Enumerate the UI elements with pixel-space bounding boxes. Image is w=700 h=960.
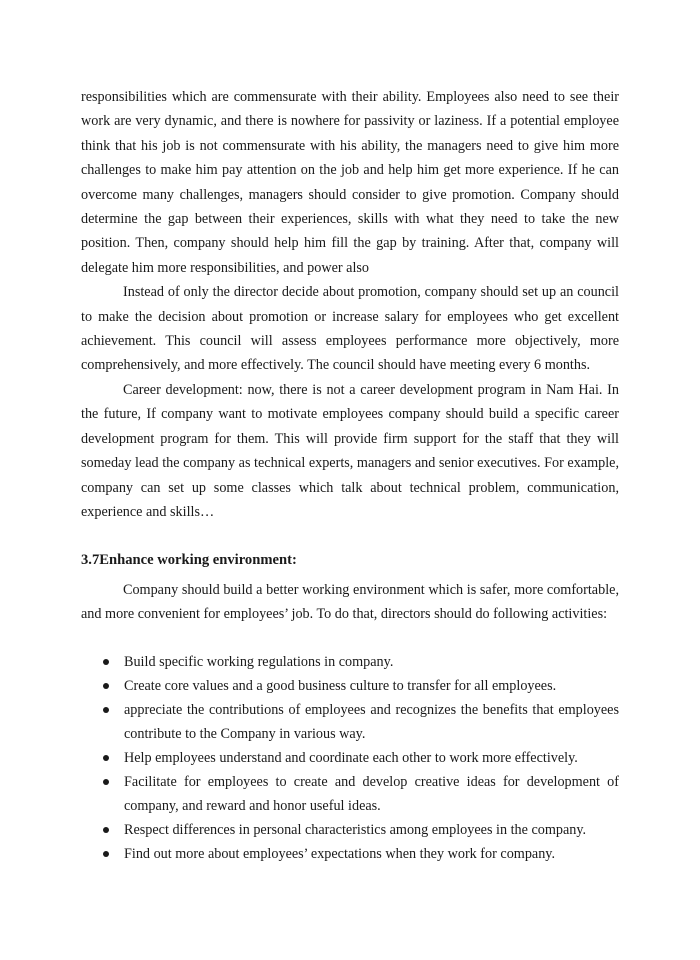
list-item [81, 698, 619, 746]
list-item [81, 746, 619, 770]
list-item [81, 770, 619, 818]
list-item-text: Help employees understand and coordinate each other to work more effectively. [124, 750, 578, 766]
list-item [81, 650, 619, 674]
bullet-icon [103, 827, 109, 833]
list-item-text: Facilitate for employees to create and develop creative ideas for development of company, and reward and honor useful ideas. [124, 774, 619, 814]
list-item-text: appreciate the contributions of employees and recognizes the benefits that employees contribute to the Company in various way. [124, 702, 619, 742]
list-item [81, 674, 619, 698]
bullet-icon [103, 851, 109, 857]
bullet-icon [103, 659, 109, 665]
list-item-text: Find out more about employees’ expectations when they work for company. [124, 846, 556, 862]
bullet-icon [103, 755, 109, 761]
section-intro: Company should build a better working environment which is safer, more comfortable, and more convenient for employees’ job. To do that, directors should do following activities: [81, 582, 619, 623]
activities-list [81, 650, 619, 866]
paragraph-responsibilities: responsibilities which are commensurate with their ability. Employees also need to see their work are very dynamic, and there is nowhere for passivity or laziness. If a potential employee think that his job is not commensurate with his ability, the managers need to give him more challenges to make him pay attention on the job and help him get more experience. If he can overcome many challenges, managers should consider to give promotion. Company should determine the gap between their experiences, skills with what they need to take the new position. Then, company should help him fill the gap by training. After that, company will delegate him more responsibilities, and power also [81, 89, 619, 276]
bullet-icon [103, 779, 109, 785]
bullet-icon [103, 707, 109, 713]
section-intro-block [81, 578, 619, 627]
paragraph-promotion-council: Instead of only the director decide about promotion, company should set up an council to make the decision about promotion or increase salary for employees who get excellent achievement. This council will assess employees performance more objectively, more comprehensively, and more effectively. The council should have meeting every 6 months. [81, 284, 619, 374]
list-item [81, 818, 619, 842]
list-item-text: Respect differences in personal characteristics among employees in the company. [124, 822, 587, 838]
list-item-text: Build specific working regulations in company. [124, 654, 394, 670]
bullet-icon [103, 683, 109, 689]
body-text [81, 85, 619, 524]
paragraph-career-development: Career development: now, there is not a career development program in Nam Hai. In the future, If company want to motivate employees company should build a specific career development program for them. This will provide firm support for the staff that they will someday lead the company as technical experts, managers and senior executives. For example, company can set up some classes which talk about technical problem, communication, experience and skills… [81, 381, 619, 520]
section-heading: 3.7Enhance working environment: [81, 552, 297, 568]
list-item [81, 842, 619, 866]
list-item-text: Create core values and a good business culture to transfer for all employees. [124, 678, 557, 694]
